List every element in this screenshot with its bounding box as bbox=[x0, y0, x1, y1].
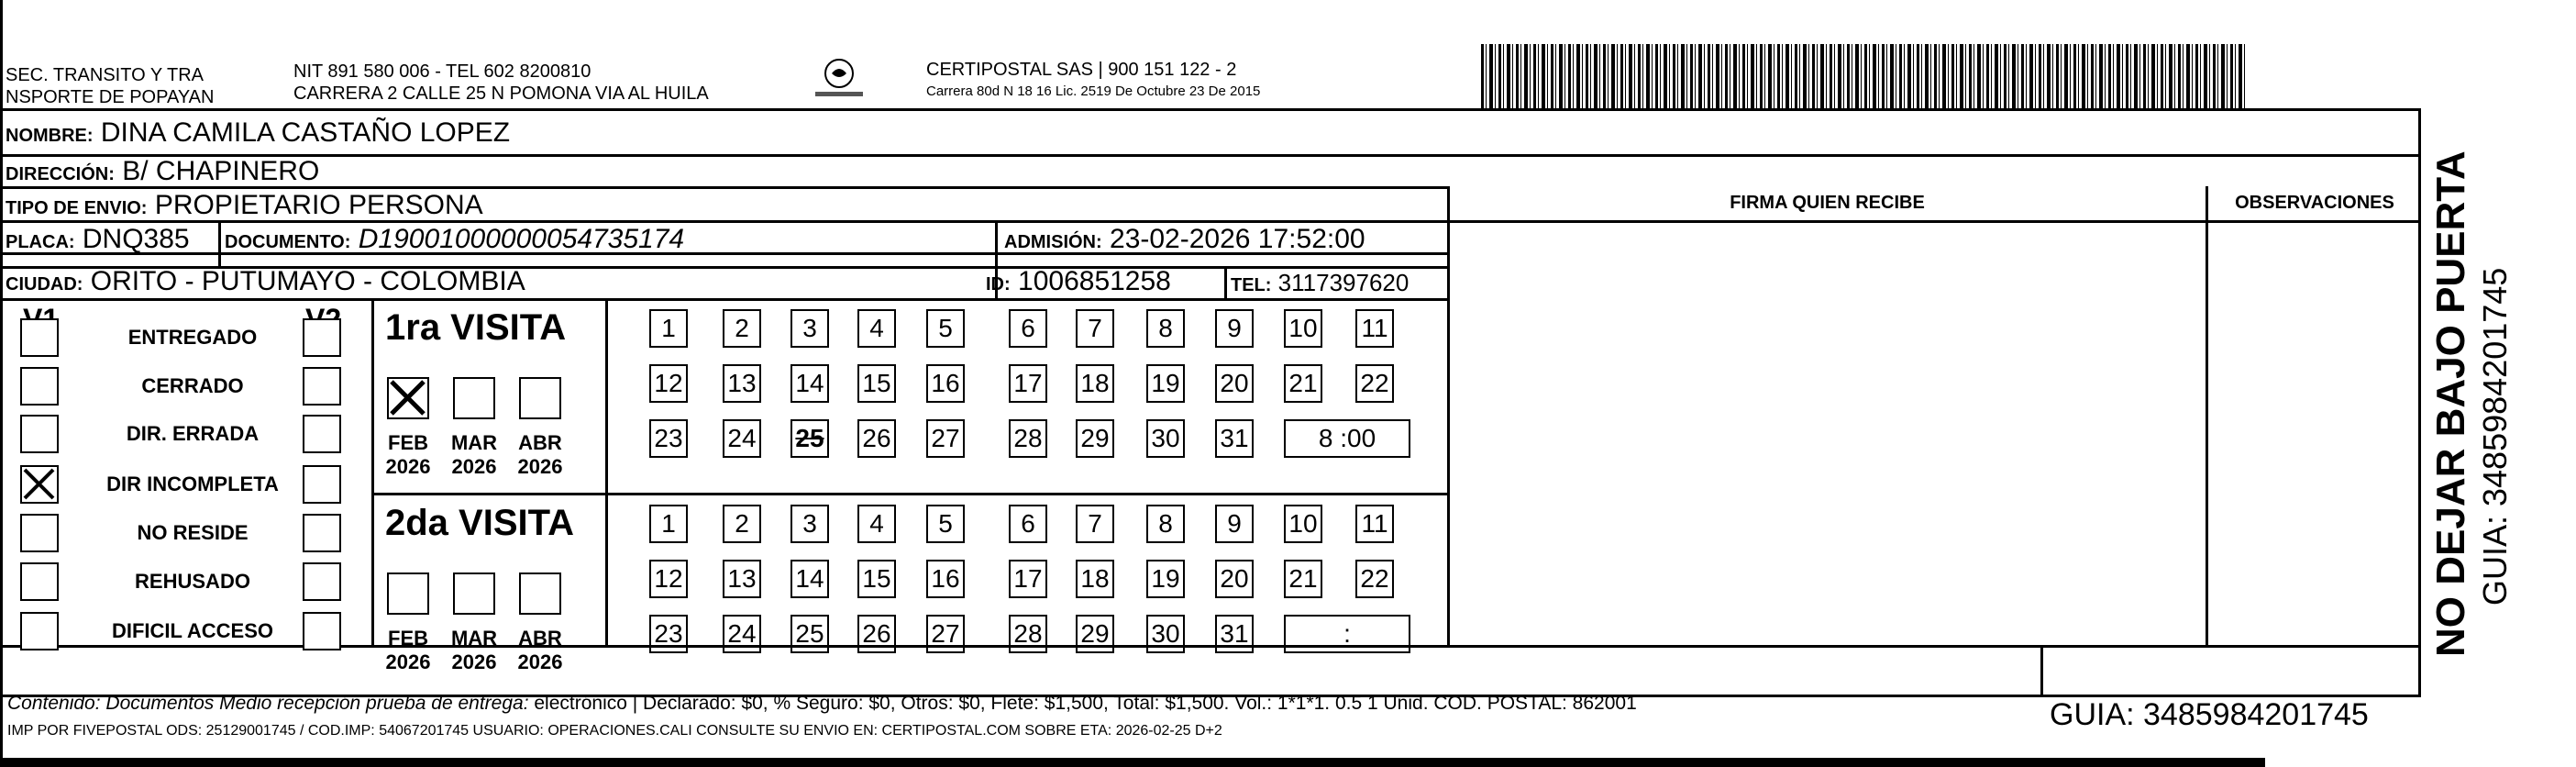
v2-checkbox[interactable] bbox=[303, 514, 341, 552]
day-box[interactable]: 16 bbox=[926, 560, 965, 598]
firma-divider bbox=[1447, 186, 1450, 645]
address-line: CARRERA 2 CALLE 25 N POMONA VIA AL HUILA bbox=[293, 83, 709, 104]
month-name: FEB bbox=[388, 627, 428, 650]
day-box[interactable]: 30 bbox=[1146, 419, 1185, 458]
v1-checkbox[interactable] bbox=[20, 415, 59, 453]
day-box[interactable]: 9 bbox=[1215, 309, 1254, 348]
nombre-row bbox=[6, 117, 510, 149]
day-box[interactable]: 13 bbox=[723, 560, 761, 598]
visit-1-title: 1ra VISITA bbox=[385, 307, 567, 348]
month-checkbox[interactable] bbox=[453, 572, 495, 615]
day-box[interactable]: 30 bbox=[1146, 615, 1185, 653]
day-box[interactable]: 21 bbox=[1284, 560, 1322, 598]
day-box[interactable]: 28 bbox=[1009, 615, 1047, 653]
month-checkbox[interactable] bbox=[519, 377, 561, 419]
tel-value: 3117397620 bbox=[1277, 269, 1410, 296]
month-label bbox=[513, 627, 568, 674]
day-box[interactable]: 9 bbox=[1215, 505, 1254, 543]
day-box[interactable]: 3 bbox=[790, 505, 829, 543]
month-year: 2026 bbox=[385, 455, 431, 478]
tipo-value: PROPIETARIO PERSONA bbox=[154, 190, 483, 220]
day-box[interactable]: 22 bbox=[1355, 560, 1394, 598]
v2-checkbox[interactable] bbox=[303, 415, 341, 453]
day-box[interactable]: 31 bbox=[1215, 419, 1254, 458]
v2-checkbox[interactable] bbox=[303, 612, 341, 650]
day-box[interactable]: 19 bbox=[1146, 364, 1185, 403]
day-box[interactable]: 22 bbox=[1355, 364, 1394, 403]
id-label: ID: bbox=[986, 274, 1011, 295]
admision-cell bbox=[1004, 224, 1365, 255]
month-name: MAR bbox=[450, 627, 498, 650]
contenido-label: Contenido: Documentos Medio recepción prueba de entrega: bbox=[7, 693, 529, 714]
contenido-rest: electrónico | Declarado: $0, % Seguro: $0, Otros: $0, Flete: $1,500, Total: $1,500. Vol.: 1*1*1. 0.5 1 Unid. COD. POSTAL: 862001 bbox=[534, 693, 1637, 714]
day-box[interactable]: 6 bbox=[1009, 309, 1047, 348]
day-box[interactable]: 21 bbox=[1284, 364, 1322, 403]
id-value: 1006851258 bbox=[1018, 266, 1171, 296]
reason-label: DIR. ERRADA bbox=[126, 422, 260, 445]
time-box[interactable]: : bbox=[1284, 615, 1410, 653]
day-box[interactable]: 29 bbox=[1076, 615, 1114, 653]
day-box[interactable]: 7 bbox=[1076, 505, 1114, 543]
day-box[interactable]: 27 bbox=[926, 419, 965, 458]
day-box[interactable]: 2 bbox=[723, 505, 761, 543]
cell-divider bbox=[218, 220, 221, 266]
documento-value: D19001000000054735174 bbox=[358, 224, 685, 254]
day-box[interactable]: 20 bbox=[1215, 364, 1254, 403]
side-warning: NO DEJAR BAJO PUERTA bbox=[2428, 150, 2473, 657]
company-line: CERTIPOSTAL SAS | 900 151 122 - 2 bbox=[926, 60, 1237, 80]
day-box[interactable]: 18 bbox=[1076, 364, 1114, 403]
nit-block bbox=[293, 61, 709, 105]
tel-label: TEL: bbox=[1231, 275, 1272, 295]
tipo-label: TIPO DE ENVIO: bbox=[6, 198, 148, 218]
day-box[interactable]: 24 bbox=[723, 615, 761, 653]
month-checkbox[interactable] bbox=[387, 377, 429, 419]
day-box[interactable]: 7 bbox=[1076, 309, 1114, 348]
day-box[interactable]: 26 bbox=[857, 419, 896, 458]
day-box[interactable]: 26 bbox=[857, 615, 896, 653]
v1-checkbox[interactable] bbox=[20, 514, 59, 552]
status-top bbox=[0, 298, 1449, 301]
placa-value: DNQ385 bbox=[82, 224, 190, 254]
month-year: 2026 bbox=[517, 455, 563, 478]
nombre-value: DINA CAMILA CASTAÑO LOPEZ bbox=[100, 117, 511, 148]
day-box[interactable]: 16 bbox=[926, 364, 965, 403]
cell-divider bbox=[1224, 266, 1227, 298]
day-box[interactable]: 15 bbox=[857, 364, 896, 403]
month-label bbox=[381, 431, 436, 479]
visit-divider bbox=[605, 298, 608, 645]
ciudad-row bbox=[6, 266, 525, 297]
bottom-bar bbox=[0, 758, 2265, 767]
v2-checkbox[interactable] bbox=[303, 465, 341, 504]
day-box[interactable]: 3 bbox=[790, 309, 829, 348]
direccion-value: B/ CHAPINERO bbox=[122, 156, 320, 186]
day-box[interactable]: 11 bbox=[1355, 505, 1394, 543]
day-box[interactable]: 4 bbox=[857, 505, 896, 543]
month-year: 2026 bbox=[385, 650, 431, 673]
month-name: ABR bbox=[518, 431, 562, 454]
day-box[interactable]: 5 bbox=[926, 309, 965, 348]
day-box[interactable]: 10 bbox=[1284, 505, 1322, 543]
v1-checkbox[interactable] bbox=[20, 465, 59, 504]
visit-separator bbox=[371, 493, 1447, 495]
day-box[interactable]: 14 bbox=[790, 560, 829, 598]
company-block bbox=[926, 59, 1260, 103]
day-box[interactable]: 8 bbox=[1146, 505, 1185, 543]
footer-divider bbox=[2040, 645, 2043, 697]
reason-label: CERRADO bbox=[141, 374, 244, 397]
check-mark-icon bbox=[389, 379, 426, 417]
ciudad-label: CIUDAD: bbox=[6, 274, 83, 295]
documento-label: DOCUMENTO: bbox=[225, 232, 351, 252]
day-box[interactable]: 28 bbox=[1009, 419, 1047, 458]
nombre-label: NOMBRE: bbox=[6, 126, 94, 146]
reason-label: ENTREGADO bbox=[127, 326, 258, 349]
admision-label: ADMISIÓN: bbox=[1004, 232, 1102, 252]
day-box[interactable]: 12 bbox=[649, 364, 688, 403]
contenido-line bbox=[7, 693, 1637, 715]
company-address: Carrera 80d N 18 16 Lic. 2519 De Octubre 23 De 2015 bbox=[926, 83, 1261, 99]
month-year: 2026 bbox=[451, 455, 497, 478]
day-box[interactable]: 6 bbox=[1009, 505, 1047, 543]
tel-cell bbox=[1231, 269, 1409, 297]
observaciones-header: OBSERVACIONES bbox=[2235, 193, 2394, 213]
day-box[interactable]: 25 bbox=[790, 419, 829, 458]
day-box[interactable]: 2 bbox=[723, 309, 761, 348]
footer-guia: GUIA: 3485984201745 bbox=[2050, 697, 2369, 732]
day-box[interactable]: 27 bbox=[926, 615, 965, 653]
day-box[interactable]: 20 bbox=[1215, 560, 1254, 598]
direccion-row bbox=[6, 156, 319, 187]
month-name: FEB bbox=[388, 431, 428, 454]
day-box[interactable]: 25 bbox=[790, 615, 829, 653]
day-box[interactable]: 11 bbox=[1355, 309, 1394, 348]
ciudad-value: ORITO - PUTUMAYO - COLOMBIA bbox=[90, 266, 525, 296]
month-label bbox=[447, 627, 502, 674]
side-guia: GUIA: 3485984201745 bbox=[2476, 267, 2514, 606]
day-box[interactable]: 19 bbox=[1146, 560, 1185, 598]
reason-label: DIR INCOMPLETA bbox=[106, 472, 279, 495]
month-year: 2026 bbox=[451, 650, 497, 673]
org-line-2: NSPORTE DE POPAYAN bbox=[6, 87, 215, 107]
tipo-row bbox=[6, 190, 483, 221]
v1-checkbox[interactable] bbox=[20, 612, 59, 650]
day-box[interactable]: 18 bbox=[1076, 560, 1114, 598]
day-box[interactable]: 17 bbox=[1009, 560, 1047, 598]
month-name: MAR bbox=[450, 431, 498, 454]
imp-line: IMP POR FIVEPOSTAL ODS: 25129001745 / COD.IMP: 54067201745 USUARIO: OPERACIONES.CALI CONSULTE SU ENVIO EN: CERTIPOSTAL.COM SOBRE ETA: 2026-02-25 D+2 bbox=[7, 723, 1222, 739]
row-line bbox=[0, 154, 2421, 157]
direccion-label: DIRECCIÓN: bbox=[6, 164, 115, 184]
reason-label: DIFICIL ACCESO bbox=[111, 619, 273, 642]
day-box[interactable]: 5 bbox=[926, 505, 965, 543]
v1-checkbox[interactable] bbox=[20, 318, 59, 357]
month-checkbox[interactable] bbox=[387, 572, 429, 615]
day-box[interactable]: 24 bbox=[723, 419, 761, 458]
month-checkbox[interactable] bbox=[519, 572, 561, 615]
day-box[interactable]: 12 bbox=[649, 560, 688, 598]
obs-divider bbox=[2206, 186, 2208, 645]
month-label bbox=[381, 627, 436, 674]
id-cell bbox=[986, 266, 1171, 297]
day-box[interactable]: 10 bbox=[1284, 309, 1322, 348]
admision-value: 23-02-2026 17:52:00 bbox=[1110, 224, 1365, 254]
firma-header: FIRMA QUIEN RECIBE bbox=[1730, 193, 1925, 213]
v2-checkbox[interactable] bbox=[303, 318, 341, 357]
day-box[interactable]: 15 bbox=[857, 560, 896, 598]
documento-cell bbox=[225, 224, 684, 255]
month-label bbox=[513, 431, 568, 479]
org-line-1: SEC. TRANSITO Y TRA bbox=[6, 65, 204, 85]
reason-label: REHUSADO bbox=[135, 570, 250, 593]
v2-checkbox[interactable] bbox=[303, 367, 341, 406]
certipostal-logo bbox=[812, 55, 867, 103]
barcode bbox=[1481, 44, 2247, 108]
day-box[interactable]: 14 bbox=[790, 364, 829, 403]
v1-checkbox[interactable] bbox=[20, 367, 59, 406]
day-box[interactable]: 17 bbox=[1009, 364, 1047, 403]
day-box[interactable]: 23 bbox=[649, 615, 688, 653]
day-box[interactable]: 8 bbox=[1146, 309, 1185, 348]
org-name bbox=[6, 64, 214, 108]
placa-row bbox=[6, 224, 190, 255]
month-label bbox=[447, 431, 502, 479]
footer-top bbox=[0, 645, 2421, 648]
placa-label: PLACA: bbox=[6, 232, 75, 252]
day-box[interactable]: 23 bbox=[649, 419, 688, 458]
time-box[interactable]: 8 :00 bbox=[1284, 419, 1410, 458]
check-mark-icon bbox=[22, 467, 56, 501]
visit-2-title: 2da VISITA bbox=[385, 503, 574, 543]
day-box[interactable]: 1 bbox=[649, 505, 688, 543]
day-box[interactable]: 13 bbox=[723, 364, 761, 403]
day-box[interactable]: 31 bbox=[1215, 615, 1254, 653]
day-box[interactable]: 29 bbox=[1076, 419, 1114, 458]
day-box[interactable]: 1 bbox=[649, 309, 688, 348]
month-name: ABR bbox=[518, 627, 562, 650]
month-checkbox[interactable] bbox=[453, 377, 495, 419]
v2-checkbox[interactable] bbox=[303, 562, 341, 601]
day-box[interactable]: 4 bbox=[857, 309, 896, 348]
v1-checkbox[interactable] bbox=[20, 562, 59, 601]
reason-label: NO RESIDE bbox=[137, 521, 249, 544]
visit-divider bbox=[371, 298, 374, 645]
month-year: 2026 bbox=[517, 650, 563, 673]
nit-line: NIT 891 580 006 - TEL 602 8200810 bbox=[293, 61, 591, 82]
